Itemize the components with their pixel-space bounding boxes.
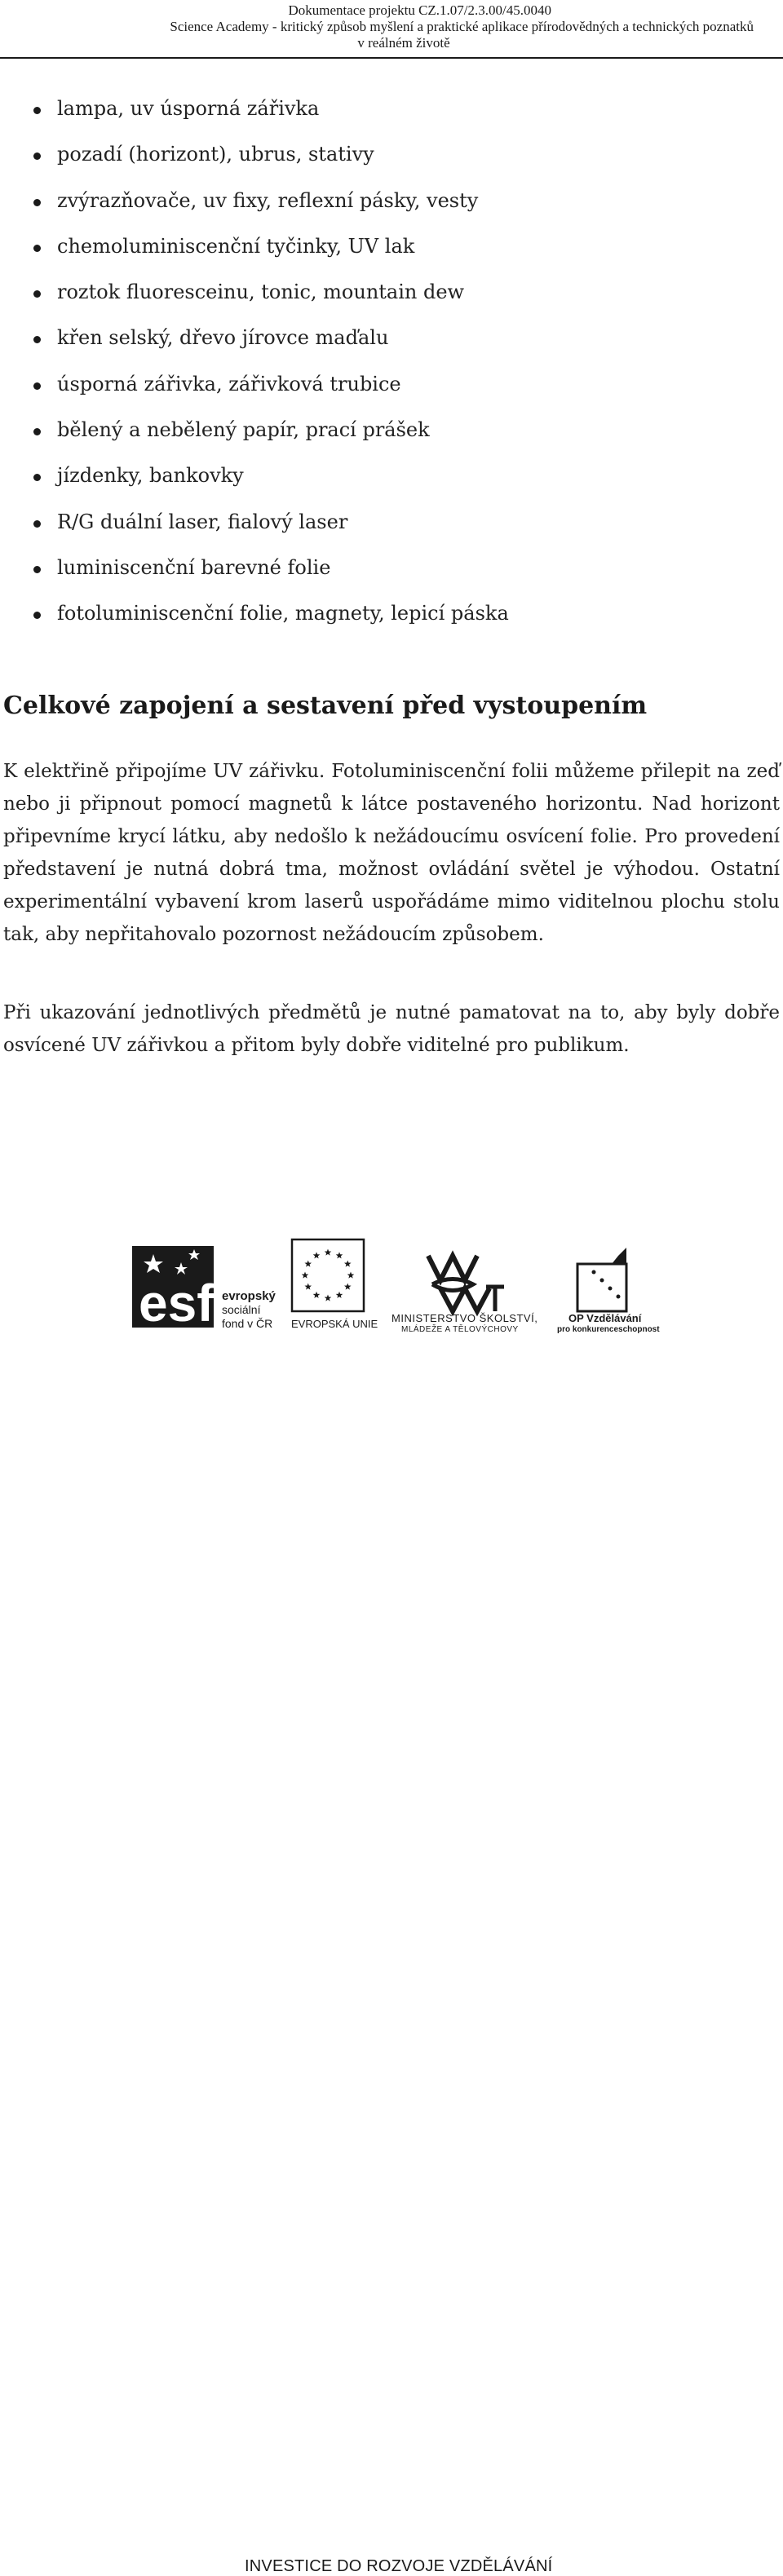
bullet-icon: [33, 382, 41, 390]
body-paragraph-setup: K elektřině připojíme UV zářivku. Fotoluminiscenční folii můžeme přilepit na zeď nebo ji připnout pomocí magnetů k látce postaveného horizontu. Nad horizont připevníme krycí látku, aby nedošlo k nežádoucímu osvícení folie. Pro provedení představení je nutná dobrá tma, možnost ovládání světel je výhodou. Ostatní experimentální vybavení krom laserů uspořádáme mimo viditelnou plochu stolu tak, aby nepřitahovalo pozornost nežádoucím způsobem.: [3, 761, 780, 945]
op-logo-text-line2: pro konkurenceschopnost: [557, 1325, 660, 1333]
op-dot-icon: [617, 1295, 621, 1299]
list-item: [0, 234, 509, 280]
list-item-text: lampa, uv úsporná zářivka: [57, 97, 320, 120]
bullet-icon: [33, 428, 41, 435]
list-item-text: pozadí (horizont), ubrus, stativy: [57, 143, 374, 166]
list-item: [0, 418, 509, 463]
list-item: [0, 601, 509, 647]
op-dot-icon: [592, 1270, 596, 1275]
section-heading: Celkové zapojení a sestavení před vystoupením: [3, 691, 648, 720]
list-item: [0, 142, 509, 188]
bullet-icon: [33, 199, 41, 206]
bullet-icon: [33, 152, 41, 160]
op-logo-text-line1: OP Vzdělávání: [568, 1312, 642, 1324]
list-item-text: úsporná zářivka, zářivková trubice: [57, 372, 401, 395]
list-item-text: luminiscenční barevné folie: [57, 555, 331, 579]
list-item-text: křen selský, dřevo jírovce maďalu: [57, 326, 389, 350]
list-item: [0, 372, 509, 418]
list-item-text: roztok fluoresceinu, tonic, mountain dew: [57, 281, 465, 304]
list-item-text: jízdenky, bankovky: [57, 464, 244, 488]
bullet-icon: [33, 474, 41, 481]
eu-logo: [291, 1239, 378, 1330]
list-item: [0, 280, 509, 325]
msmt-m-icon: [428, 1256, 477, 1280]
msmt-logo-text-line1: MINISTERSTVO ŠKOLSTVÍ,: [392, 1312, 538, 1324]
list-item-text: fotoluminiscenční folie, magnety, lepicí páska: [57, 602, 509, 625]
list-item: [0, 325, 509, 371]
bullet-icon: [33, 612, 41, 619]
bullet-icon: [33, 290, 41, 298]
header-project-title: Science Academy - kritický způsob myšlení a praktické aplikace přírodovědných a technických poznatků: [170, 19, 754, 34]
msmt-logo: [392, 1256, 537, 1333]
header-project-number: Dokumentace projektu CZ.1.07/2.3.00/45.0040: [288, 2, 551, 18]
op-logo-frame: [577, 1264, 626, 1311]
investment-slogan: INVESTICE DO ROZVOJE VZDĚLÁVÁNÍ: [245, 2557, 553, 2575]
bullet-icon: [33, 566, 41, 573]
funding-logos-strip: [0, 1223, 783, 2575]
body-paragraph-presentation: Při ukazování jednotlivých předmětů je nutné pamatovat na to, aby byly dobře osvícené UV zářivkou a přitom byly dobře viditelné pro publikum.: [3, 1002, 780, 1056]
op-dot-icon: [608, 1287, 613, 1291]
list-item: [0, 510, 509, 555]
msmt-logo-text-line2: MLÁDEŽE A TĚLOVÝCHOVY: [401, 1325, 519, 1333]
list-item: [0, 96, 509, 142]
eu-logo-text: EVROPSKÁ UNIE: [291, 1318, 378, 1330]
esf-logo-text-line3: fond v ČR: [222, 1317, 273, 1330]
op-dot-icon: [600, 1279, 604, 1283]
list-item-text: chemoluminiscenční tyčinky, UV lak: [57, 234, 415, 258]
bullet-icon: [33, 520, 41, 528]
bullet-icon: [33, 245, 41, 252]
list-item-text: R/G duální laser, fialový laser: [57, 510, 348, 533]
list-item: [0, 463, 509, 509]
list-item: [0, 188, 509, 234]
header-divider: [0, 57, 783, 59]
esf-logo: [132, 1246, 276, 1332]
list-item: [0, 555, 509, 601]
esf-logo-letters: esf: [139, 1274, 215, 1332]
bullet-icon: [33, 107, 41, 114]
list-item-text: zvýrazňovače, uv fixy, reflexní pásky, vesty: [57, 188, 479, 212]
op-logo-arrow-icon: [612, 1248, 626, 1264]
equipment-list: [0, 96, 509, 647]
esf-logo-text-line2: sociální: [222, 1303, 261, 1316]
list-item-text: bělený a nebělený papír, prací prášek: [57, 418, 430, 442]
bullet-icon: [33, 336, 41, 343]
funding-logos: [0, 1223, 783, 1333]
header-project-title-continued: v reálném životě: [357, 35, 450, 51]
page-header: [0, 0, 783, 60]
esf-logo-text-line1: evropský: [222, 1289, 276, 1303]
op-logo: [557, 1248, 660, 1333]
